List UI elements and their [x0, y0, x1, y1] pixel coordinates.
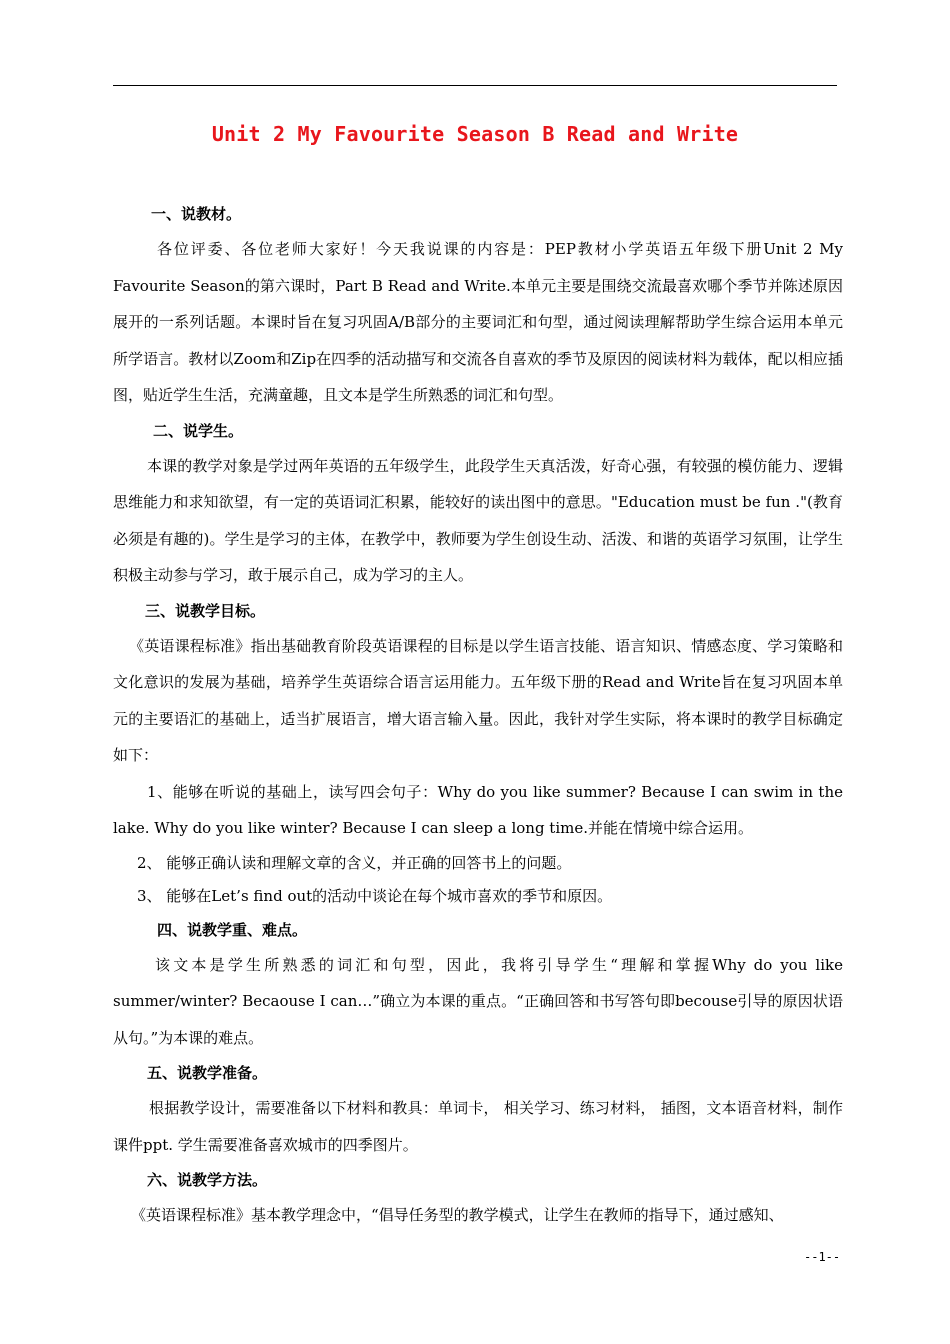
paragraph: 本课的教学对象是学过两年英语的五年级学生，此段学生天真活泼，好奇心强，有较强的模仿能力、逻辑思维能力和求知欲望，有一定的英语词汇积累，能较好的读出图中的意思。"Education must be fun ."(教育必须是有趣的)。学生是学习的主体，在教学中，教师要为学生创设生动、活泼、和谐的英语学习氛围，让学生积极主动参与学习，敢于展示自己，成为学习的主人。	[113, 456, 843, 584]
section-heading: 三、说教学目标。	[145, 601, 266, 620]
section-heading: 一、说教材。	[151, 205, 242, 223]
document-body	[113, 197, 843, 1234]
paragraph: 各位评委、各位老师大家好！今天我说课的内容是：PEP教材小学英语五年级下册Unit 2 My Favourite Season的第六课时，Part B Read and Write.本单元主要是围绕交流最喜欢哪个季节并陈述原因展开的一系列话题。本课时旨在复习巩固A/B部分的主要词汇和句型，通过阅读理解帮助学生综合运用本单元所学语言。教材以Zoom和Zip在四季的活动描写和交流各自喜欢的季节及原因的阅读材料为载体，配以相应插图，贴近学生生活，充满童趣，且文本是学生所熟悉的词汇和句型。	[113, 240, 843, 404]
section-heading: 五、说教学准备。	[147, 1064, 268, 1082]
paragraph: 该文本是学生所熟悉的词汇和句型，因此，我将引导学生“理解和掌握Why do you like summer/winter? Becaouse I can…”确立为本课的重点。“正确回答和书写答句即becouse引导的原因状语从句。”为本课的难点。	[113, 955, 843, 1047]
document-title: Unit 2 My Favourite Season B Read and Write	[211, 122, 739, 146]
list-item: 2、 能够正确认读和理解文章的含义，并正确的回答书上的问题。	[137, 853, 572, 872]
list-item: 1、能够在听说的基础上，读写四会句子：Why do you like summer? Because I can swim in the lake. Why do you like winter? Because I can sleep a long time.并能在情境中综合运用。	[113, 782, 843, 837]
paragraph: 根据教学设计，需要准备以下材料和教具：单词卡， 相关学习、练习材料， 插图，文本语音材料，制作课件ppt. 学生需要准备喜欢城市的四季图片。	[113, 1099, 843, 1154]
page-number: --1--	[804, 1250, 841, 1264]
section-heading: 四、说教学重、难点。	[157, 920, 308, 939]
paragraph: 《英语课程标准》指出基础教育阶段英语课程的目标是以学生语言技能、语言知识、情感态度、学习策略和文化意识的发展为基础，培养学生英语综合语言运用能力。五年级下册的Read and Write旨在复习巩固本单元的主要语汇的基础上，适当扩展语言，增大语言输入量。因此，我针对学生实际，将本课时的教学目标确定如下：	[113, 636, 843, 764]
section-heading: 六、说教学方法。	[147, 1171, 268, 1189]
header-rule	[113, 85, 837, 86]
paragraph: 《英语课程标准》基本教学理念中，“倡导任务型的教学模式，让学生在教师的指导下，通过感知、	[131, 1206, 784, 1224]
list-item: 3、 能够在Let’s find out的活动中谈论在每个城市喜欢的季节和原因。	[137, 886, 613, 905]
section-heading: 二、说学生。	[153, 421, 244, 440]
